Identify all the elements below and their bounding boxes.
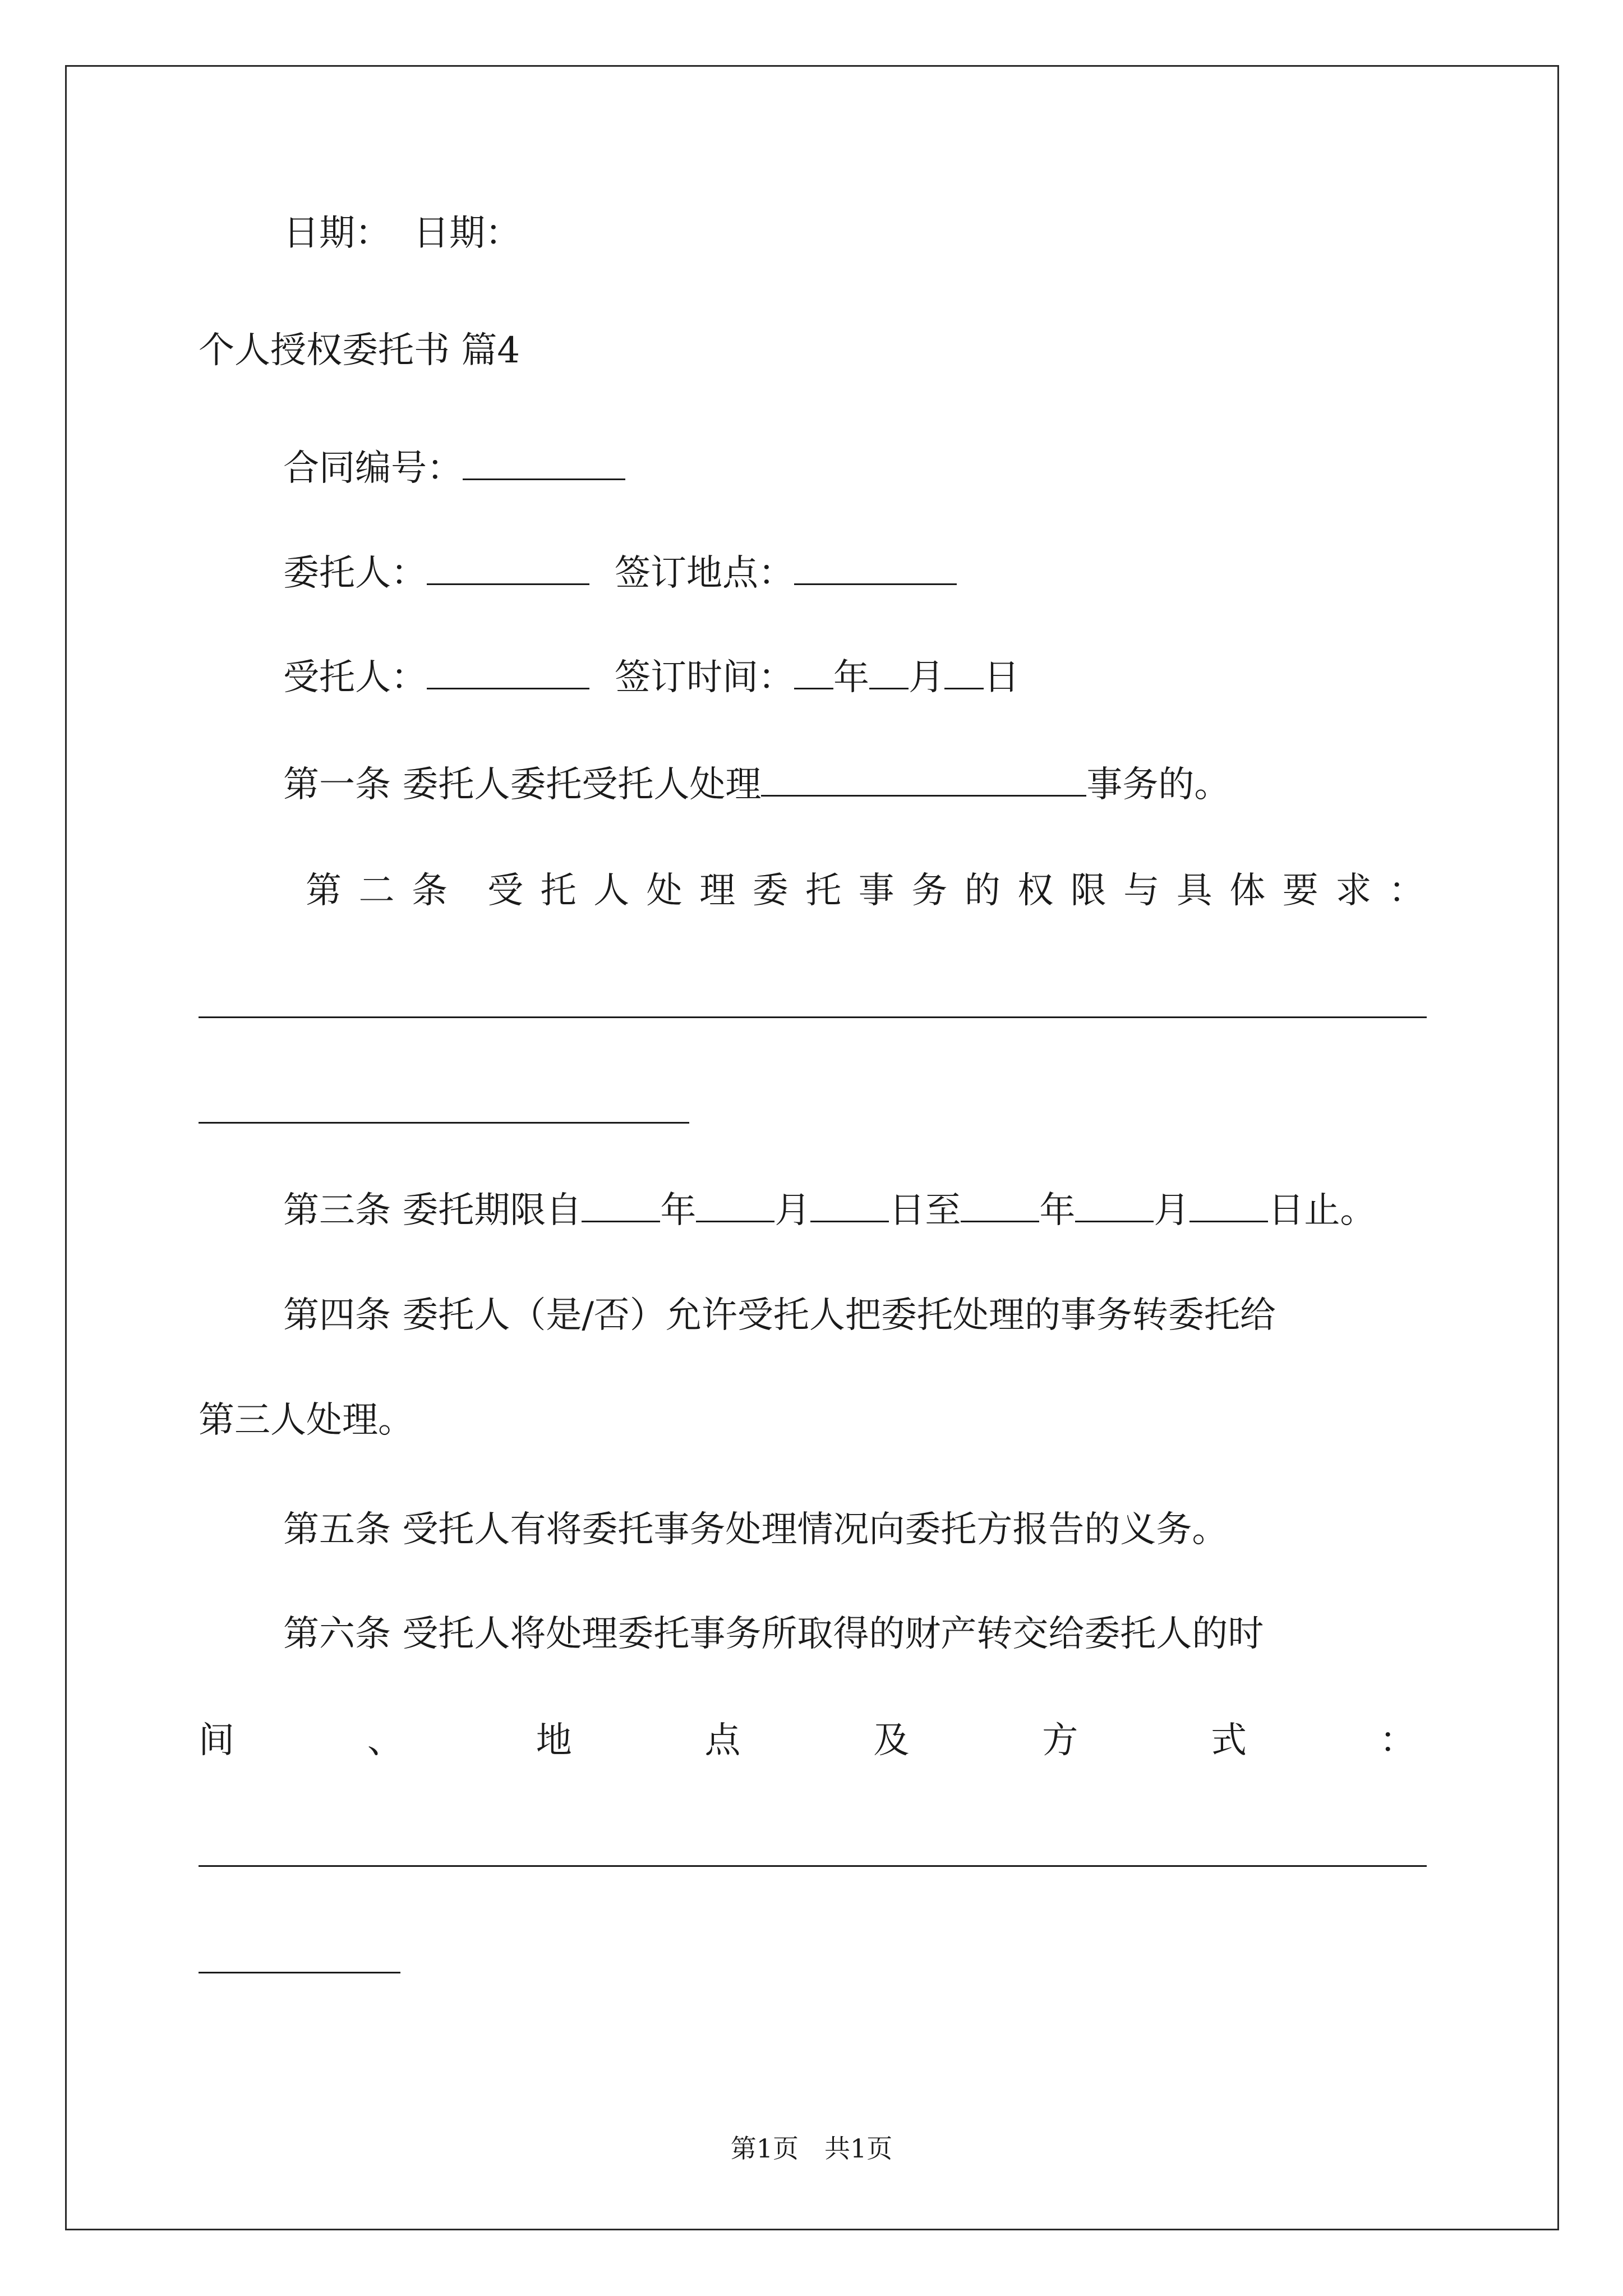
page-footer: 第1页 共1页 xyxy=(730,2133,893,2164)
term-start-year-label: 年 xyxy=(660,1190,697,1231)
sign-time-label: 签订时间： xyxy=(615,657,794,698)
term-end-year-label: 年 xyxy=(1039,1190,1076,1231)
contract-number-label: 合同编号： xyxy=(283,448,463,489)
article-6-blank-line-2 xyxy=(199,1972,400,1973)
term-start-day-label: 日至 xyxy=(889,1190,961,1231)
term-start-month-label: 月 xyxy=(774,1190,811,1231)
article-2-char: 务 xyxy=(911,870,948,912)
sign-place-blank xyxy=(794,551,957,585)
article-2-char: 事 xyxy=(858,870,895,912)
article-2-blank-line-2 xyxy=(199,1122,689,1124)
article-5: 第五条 受托人有将委托事务处理情况向委托方报告的义务。 xyxy=(283,1509,1228,1550)
term-start-day-blank xyxy=(810,1188,889,1222)
principal-line xyxy=(283,551,957,596)
article-2-char: 第 xyxy=(306,870,342,912)
article-6-char: 间 xyxy=(199,1720,234,1761)
agent-blank xyxy=(427,655,589,689)
term-end-month-label: 月 xyxy=(1154,1190,1190,1231)
article-2-char: 人 xyxy=(593,870,630,912)
article-6-char: 方 xyxy=(1042,1720,1078,1761)
article-6-char: ： xyxy=(1379,1720,1415,1761)
article-2-char: 托 xyxy=(540,870,577,912)
article-2-blank-line-1 xyxy=(199,1016,1427,1018)
article-2-char: 二 xyxy=(358,870,395,912)
term-end-year-blank xyxy=(961,1188,1039,1222)
article-2-char: 权 xyxy=(1017,870,1054,912)
term-end-month-blank xyxy=(1075,1188,1154,1222)
sign-month-label: 月 xyxy=(909,657,944,698)
article-2-char: 处 xyxy=(646,870,683,912)
article-4-line-2: 第三人处理。 xyxy=(199,1400,414,1441)
contract-number-line xyxy=(283,446,625,491)
agent-label: 受托人： xyxy=(283,657,427,698)
term-end-day-blank xyxy=(1189,1188,1268,1222)
article-2-char: 托 xyxy=(805,870,842,912)
date-line xyxy=(283,211,521,256)
article-6-char: 、 xyxy=(367,1720,403,1761)
article-1-text: 第一条 委托人委托受托人处理 xyxy=(283,764,762,806)
article-1 xyxy=(283,762,1230,807)
article-2-char: 要 xyxy=(1282,870,1318,912)
document-heading: 个人授权委托书 篇4 xyxy=(199,330,520,371)
principal-blank xyxy=(427,551,589,585)
article-6-line-2 xyxy=(199,1718,1415,1763)
article-6-char: 及 xyxy=(873,1720,910,1761)
date-label-1: 日期： xyxy=(283,213,391,254)
article-3 xyxy=(283,1188,1376,1233)
article-2-char: ： xyxy=(1388,870,1424,912)
sign-month-blank xyxy=(869,655,909,689)
article-2-char: 受 xyxy=(487,870,524,912)
article-1-blank xyxy=(761,762,1086,797)
article-2-char: 的 xyxy=(964,870,1000,912)
article-3-text: 第三条 委托期限自 xyxy=(283,1190,582,1231)
article-6-char: 地 xyxy=(536,1720,572,1761)
page-border xyxy=(65,65,1559,2230)
sign-day-blank xyxy=(944,655,984,689)
article-2-gap xyxy=(465,868,471,913)
agent-line xyxy=(283,655,1020,700)
article-2-char: 条 xyxy=(412,870,448,912)
term-start-month-blank xyxy=(696,1188,774,1222)
article-6-line-1: 第六条 受托人将处理委托事务所取得的财产转交给委托人的时 xyxy=(283,1613,1264,1655)
sign-place-label: 签订地点： xyxy=(615,553,794,594)
article-2-char: 求 xyxy=(1335,870,1372,912)
article-2-char: 限 xyxy=(1070,870,1106,912)
article-2-char: 理 xyxy=(699,870,736,912)
article-2-char: 委 xyxy=(752,870,789,912)
term-end-day-label: 日止。 xyxy=(1268,1190,1376,1231)
article-6-char: 点 xyxy=(704,1720,741,1761)
article-2-char: 具 xyxy=(1176,870,1212,912)
article-6-blank-line-1 xyxy=(199,1865,1427,1867)
sign-day-label: 日 xyxy=(984,657,1020,698)
article-2-char: 与 xyxy=(1123,870,1160,912)
term-start-year-blank xyxy=(582,1188,660,1222)
article-4-line-1: 第四条 委托人（是/否）允许受托人把委托处理的事务转委托给 xyxy=(283,1295,1276,1336)
contract-number-blank xyxy=(463,446,625,480)
principal-label: 委托人： xyxy=(283,553,427,594)
article-1-tail: 事务的。 xyxy=(1086,764,1230,806)
sign-year-blank xyxy=(794,655,833,689)
article-2-char: 体 xyxy=(1229,870,1266,912)
article-2 xyxy=(306,868,1424,913)
sign-year-label: 年 xyxy=(833,657,869,698)
date-label-2: 日期： xyxy=(413,213,521,254)
article-6-char: 式 xyxy=(1211,1720,1247,1761)
